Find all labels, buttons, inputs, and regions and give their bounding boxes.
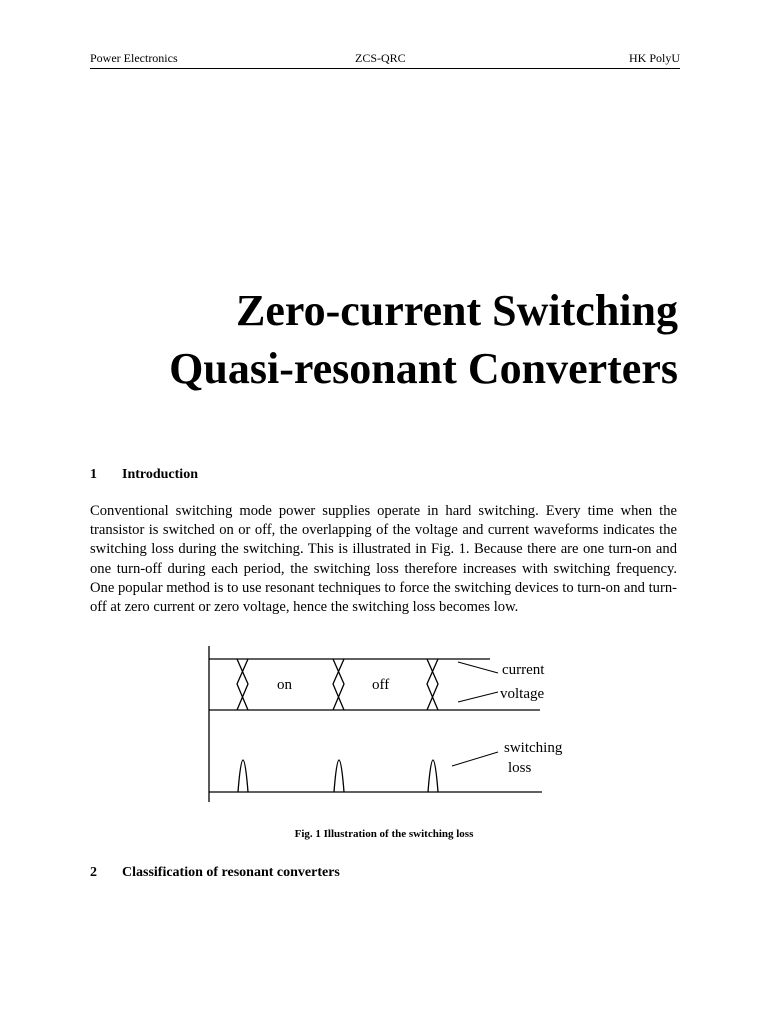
loss-pulse-1 <box>238 760 248 792</box>
title-line-1: Zero-current Switching <box>236 286 678 335</box>
section-1-number: 1 <box>90 467 97 482</box>
crossover-1 <box>237 659 248 710</box>
introduction-paragraph: Conventional switching mode power supplies operate in hard switching. Every time when the transistor is switched on or off, the overlapping of the voltage and current waveforms indicates the switching loss during the switching. This is illustrated in Fig. 1. Because there are one turn-on and one turn-off during each period, the switching loss therefore increases with switching frequency. One popular method is to use resonant techniques to force the switching devices to turn-on and turn-off at zero current or zero voltage, hence the switching loss becomes low. <box>90 503 677 616</box>
switching-loss-figure <box>200 640 580 810</box>
section-2-number: 2 <box>90 865 97 880</box>
label-off: off <box>372 677 390 693</box>
header-topic: ZCS-QRC <box>355 51 406 65</box>
figure-caption: Fig. 1 Illustration of the switching loss <box>294 828 474 840</box>
title-line-2: Quasi-resonant Converters <box>169 344 678 393</box>
header-institution: HK PolyU <box>628 51 680 65</box>
label-current: current <box>502 662 545 678</box>
section-1-title: Introduction <box>122 467 198 482</box>
section-2-title: Classification of resonant converters <box>122 865 340 880</box>
crossover-2 <box>333 659 344 710</box>
crossover-3 <box>427 659 438 710</box>
label-loss: loss <box>508 760 532 776</box>
loss-leader-line <box>452 752 498 766</box>
voltage-leader-line <box>458 692 498 702</box>
label-on: on <box>277 677 292 693</box>
loss-pulse-2 <box>334 760 344 792</box>
current-leader-line <box>458 662 498 673</box>
header-rule <box>90 68 680 69</box>
document-title <box>169 282 678 398</box>
label-switching: switching <box>504 740 563 756</box>
header-course: Power Electronics <box>90 51 178 65</box>
label-voltage: voltage <box>500 686 545 702</box>
page-header <box>90 51 680 67</box>
loss-pulse-3 <box>428 760 438 792</box>
